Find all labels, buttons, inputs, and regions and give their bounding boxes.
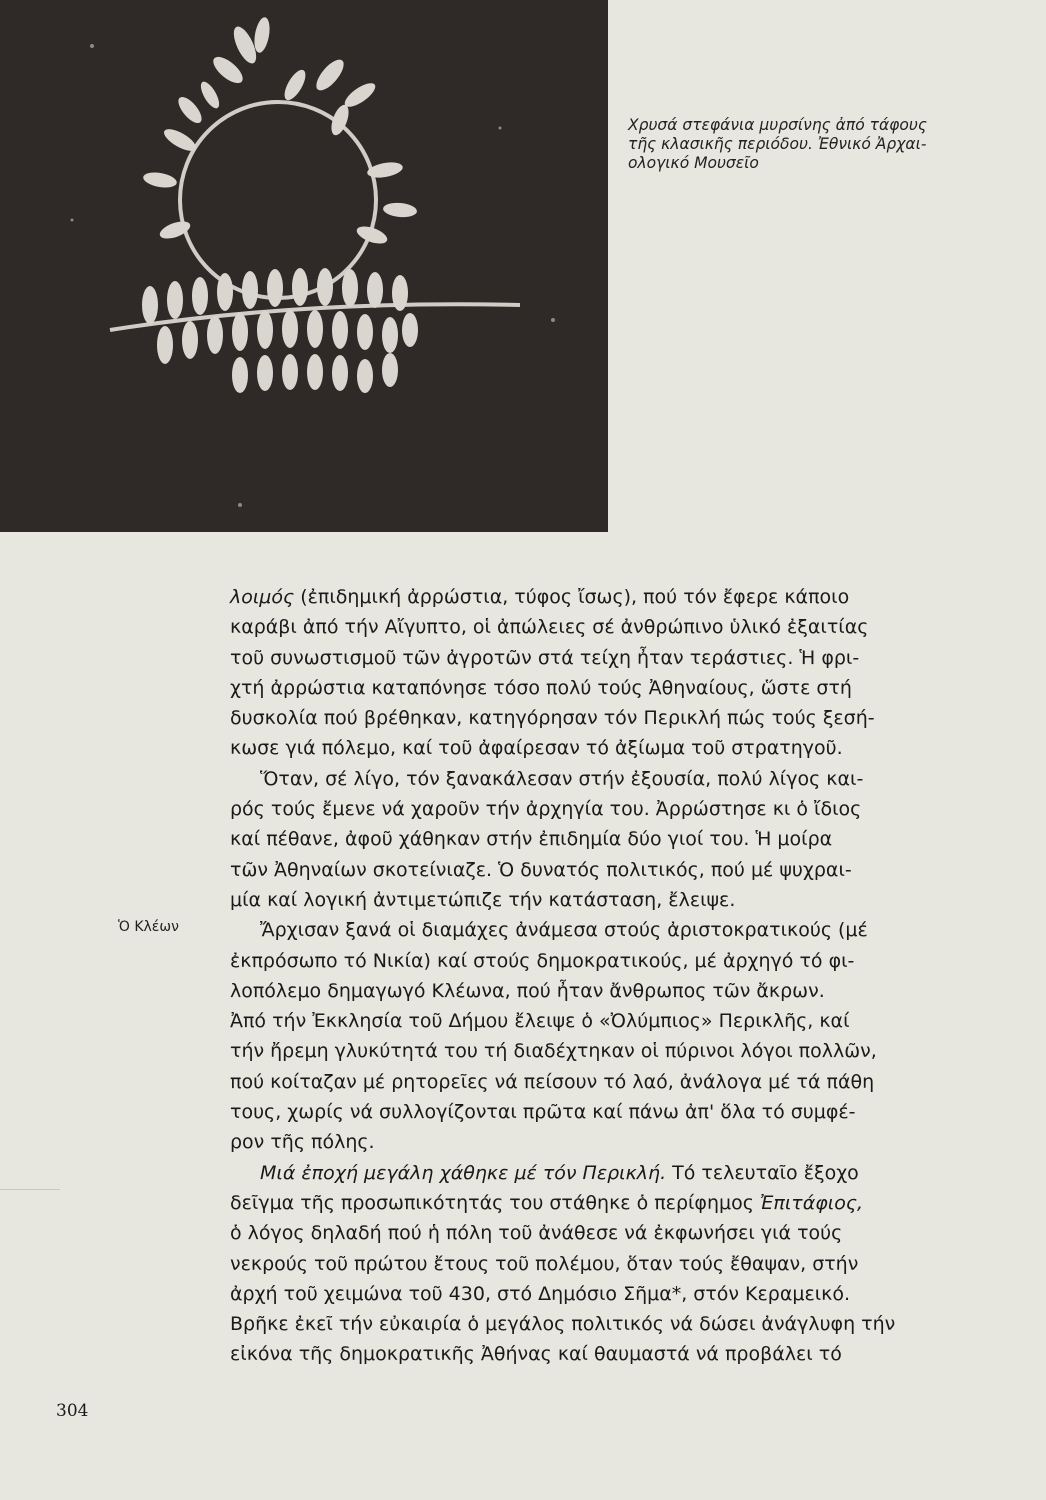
text-fragment: Τό τελευταῖο ἔξοχο [666,1161,859,1184]
italic-title: Ἐπιτάφιος, [759,1191,864,1214]
caption-line: τῆς κλασικῆς περιόδου. Ἐθνικό Ἀρχαι- [628,135,927,153]
text-line: χτή ἀρρώστια καταπόνησε τόσο πολύ τούς Ἀθηναίους, ὥστε στή [230,676,852,699]
text-line: καί πέθανε, ἀφοῦ χάθηκαν στήν ἐπιδημία δύο γιοί του. Ἡ μοίρα [230,828,833,851]
text-line: ρον τῆς πόλης. [230,1131,375,1154]
text-line: πού κοίταζαν μέ ρητορεῖες νά πείσουν τό λαό, ἀνάλογα μέ τά πάθη [230,1070,875,1093]
text-line: τοῦ συνωστισμοῦ τῶν ἀγροτῶν στά τείχη ἦταν τεράστιες. Ἡ φρι- [230,646,860,669]
italic-phrase: Μιά ἐποχή μεγάλη χάθηκε μέ τόν Περικλή. [260,1161,667,1184]
margin-note-kleon: Ὁ Κλέων [118,919,179,935]
text-line [230,1158,992,1188]
text-line: δυσκολία πού βρέθηκαν, κατηγόρησαν τόν Περικλή πώς τούς ξεσή- [230,707,875,730]
text-line: ἐκπρόσωπο τό Νικία) καί στούς δημοκρατικούς, μέ ἀρχηγό τό φι- [230,949,855,972]
text-line: νεκρούς τοῦ πρώτου ἔτους τοῦ πολέμου, ὅταν τούς ἔθαψαν, στήν [230,1252,859,1275]
myrtle-wreath-illustration [0,0,608,532]
page-number: 304 [56,1401,89,1421]
text-fragment: δεῖγμα τῆς προσωπικότητάς του στάθηκε ὁ περίφημος [230,1191,760,1214]
text-line: Ἀπό τήν Ἐκκλησία τοῦ Δήμου ἔλειψε ὁ «Ὀλύμπιος» Περικλῆς, καί [230,1010,850,1033]
text-line [230,1188,992,1218]
text-line: τῶν Ἀθηναίων σκοτείνιαζε. Ὁ δυνατός πολιτικός, πού μέ ψυχραι- [230,858,852,881]
text-fragment: (ἐπιδημική ἀρρώστια, τύφος ἴσως), πού τόν ἔφερε κάποιο [294,586,850,608]
text-line: ρός τούς ἔμενε νά χαροῦν τήν ἀρχηγία του. Ἀρρώστησε κι ὁ ἴδιος [230,798,862,821]
text-line: Ὅταν, σέ λίγο, τόν ξανακάλεσαν στήν ἐξουσία, πολύ λίγος και- [260,767,864,790]
figure-caption [628,116,1018,173]
margin-rule [0,1189,60,1190]
text-line [230,582,992,612]
text-line: κωσε γιά πόλεμο, καί τοῦ ἀφαίρεσαν τό ἀξίωμα τοῦ στρατηγοῦ. [230,737,843,760]
text-line: εἰκόνα τῆς δημοκρατικῆς Ἀθήνας καί θαυμαστά νά προβάλει τό [230,1343,842,1366]
text-line: Βρῆκε ἐκεῖ τήν εὐκαιρία ὁ μεγάλος πολιτικός νά δώσει ἀνάγλυφη τήν [230,1313,896,1336]
wreath-photo [0,0,608,532]
text-line: μία καί λογική ἀντιμετώπιζε τήν κατάσταση, ἔλειψε. [230,888,736,911]
text-line: Ἄρχισαν ξανά οἱ διαμάχες ἀνάμεσα στούς ἀριστοκρατικούς (μέ [260,919,868,942]
caption-line: Χρυσά στεφάνια μυρσίνης ἀπό τάφους [628,116,927,134]
caption-line: ολογικό Μουσεῖο [628,154,759,172]
text-line: καράβι ἀπό τήν Αἴγυπτο, οἱ ἀπώλειες σέ ἀνθρώπινο ὑλικό ἐξαιτίας [230,616,869,639]
italic-word: λοιμός [230,586,295,608]
main-text [230,582,992,1370]
text-line: τους, χωρίς νά συλλογίζονται πρῶτα καί πάνω ἀπ' ὅλα τό συμφέ- [230,1101,856,1124]
text-line: ἀρχή τοῦ χειμώνα τοῦ 430, στό Δημόσιο Σῆμα*, στόν Κεραμεικό. [230,1282,851,1305]
text-line: ὁ λόγος δηλαδή πού ἡ πόλη τοῦ ἀνάθεσε νά ἐκφωνήσει γιά τούς [230,1222,843,1245]
text-line: λοπόλεμο δημαγωγό Κλέωνα, πού ἦταν ἄνθρωπος τῶν ἄκρων. [230,979,825,1002]
text-line: τήν ἤρεμη γλυκύτητά του τή διαδέχτηκαν οἱ πύρινοι λόγοι πολλῶν, [230,1040,877,1063]
